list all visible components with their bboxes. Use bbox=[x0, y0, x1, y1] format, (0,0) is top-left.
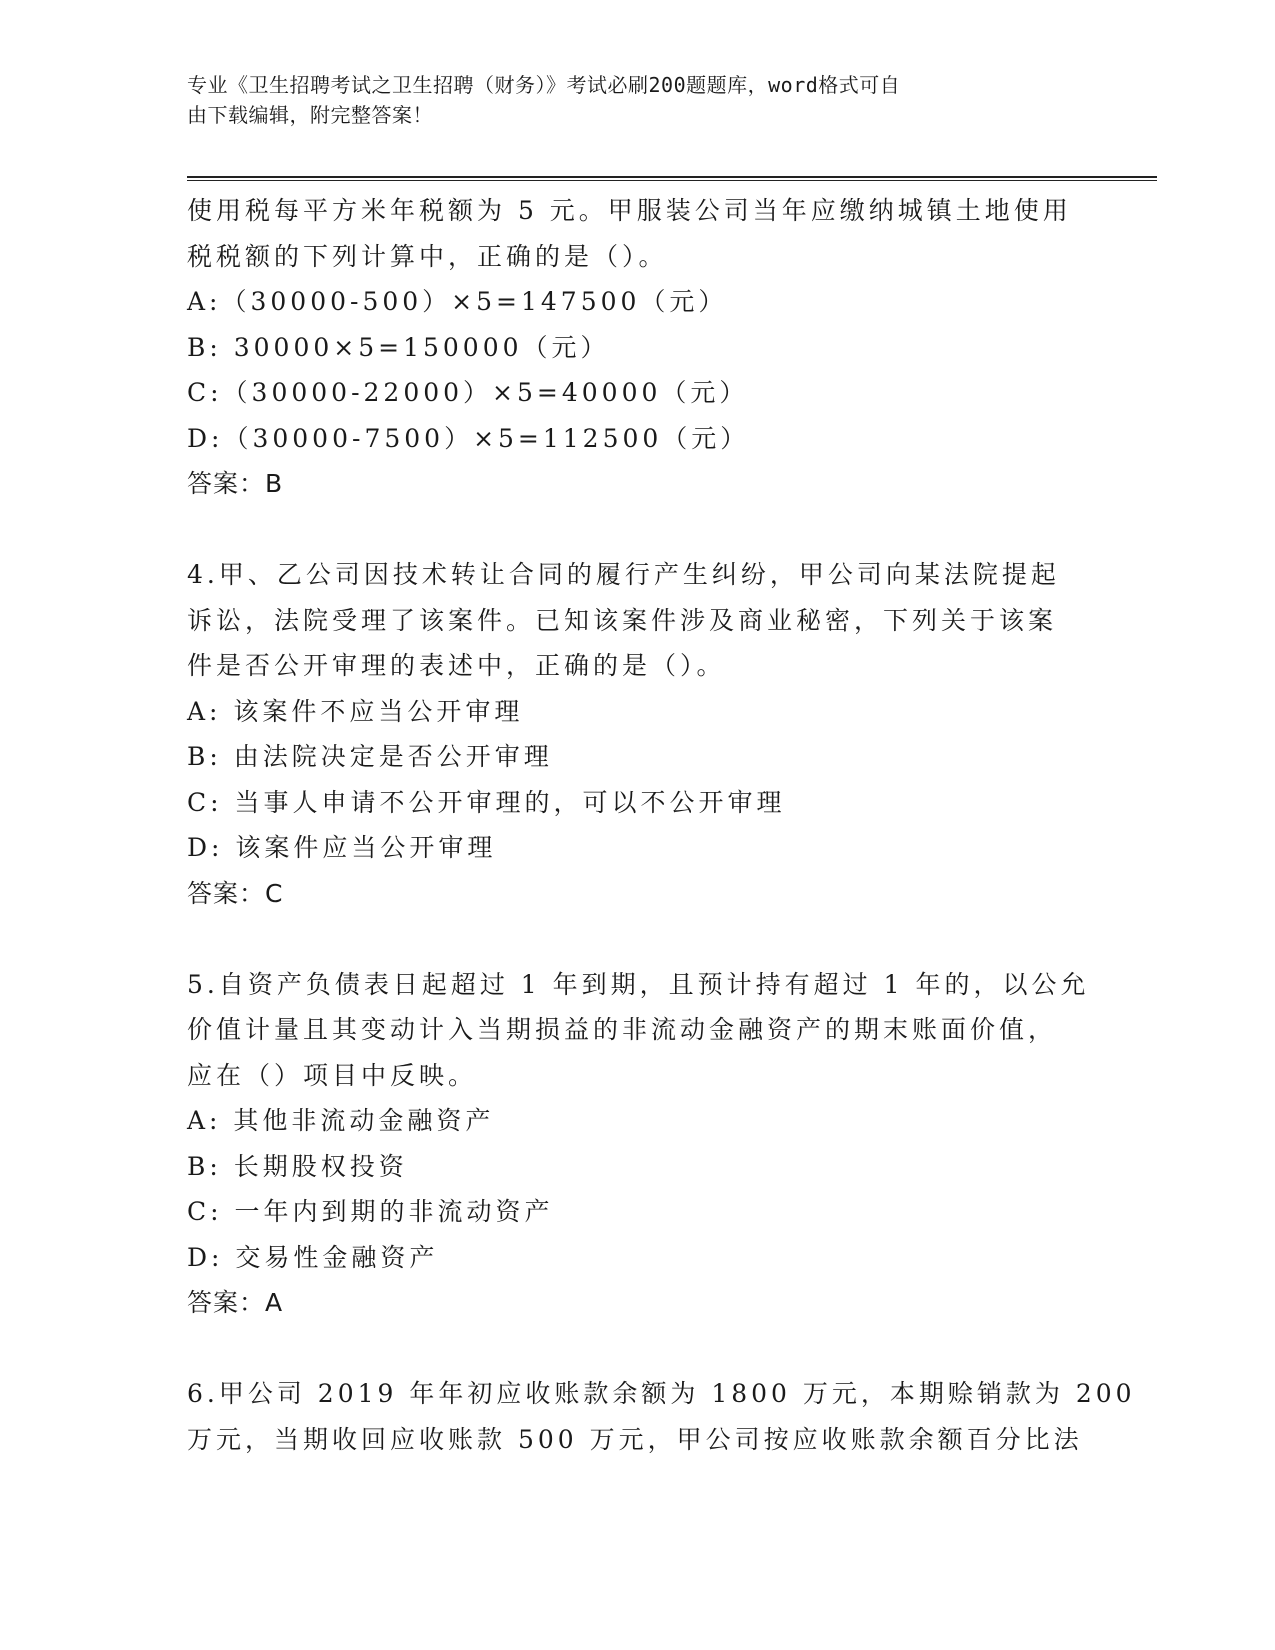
option-b: B: 长期股权投资 bbox=[187, 1151, 408, 1181]
option-c: C: 一年内到期的非流动资产 bbox=[187, 1197, 554, 1226]
option-c: C: 当事人申请不公开审理的，可以不公开审理 bbox=[187, 787, 786, 817]
question-4 bbox=[187, 552, 1067, 916]
question-stem: 使用税每平方米年税额为 5 元。甲服装公司当年应缴纳城镇土地使用 bbox=[187, 196, 1072, 225]
option-d: D: 该案件应当公开审理 bbox=[187, 833, 497, 862]
document-header bbox=[187, 70, 1087, 130]
question-stem: 4.甲、乙公司因技术转让合同的履行产生纠纷，甲公司向某法院提起 bbox=[187, 560, 1060, 589]
question-stem: 价值计量且其变动计入当期损益的非流动金融资产的期末账面价值， bbox=[187, 1015, 1058, 1044]
question-stem: 税税额的下列计算中，正确的是（）。 bbox=[187, 241, 668, 271]
question-3 bbox=[187, 188, 1072, 507]
answer: 答案：C bbox=[187, 878, 284, 908]
header-line-1: 专业《卫生招聘考试之卫生招聘（财务）》考试必刷200题题库，word格式可自 bbox=[187, 73, 901, 97]
header-divider bbox=[187, 176, 1157, 181]
option-d: D: 交易性金融资产 bbox=[187, 1242, 439, 1272]
answer: 答案：B bbox=[187, 469, 284, 498]
question-6 bbox=[187, 1371, 1136, 1462]
question-5 bbox=[187, 962, 1090, 1326]
question-stem: 万元，当期收回应收账款 500 万元，甲公司按应收账款余额百分比法 bbox=[187, 1424, 1083, 1454]
option-d: D:（30000-7500）×5=112500（元） bbox=[187, 423, 750, 453]
option-a: A:（30000-500）×5=147500（元） bbox=[187, 287, 728, 316]
question-list bbox=[187, 188, 1136, 1462]
question-stem: 件是否公开审理的表述中，正确的是（）。 bbox=[187, 651, 726, 680]
option-a: A: 该案件不应当公开审理 bbox=[187, 696, 524, 726]
question-stem: 应在（）项目中反映。 bbox=[187, 1060, 478, 1090]
option-a: A: 其他非流动金融资产 bbox=[187, 1106, 495, 1135]
header-line-2: 由下载编辑，附完整答案！ bbox=[187, 103, 433, 127]
option-b: B: 30000×5=150000（元） bbox=[187, 332, 610, 362]
option-b: B: 由法院决定是否公开审理 bbox=[187, 742, 553, 771]
option-c: C:（30000-22000）×5=40000（元） bbox=[187, 378, 749, 407]
question-stem: 诉讼，法院受理了该案件。已知该案件涉及商业秘密，下列关于该案 bbox=[187, 605, 1058, 635]
answer: 答案：A bbox=[187, 1288, 284, 1317]
question-stem: 6.甲公司 2019 年年初应收账款余额为 1800 万元，本期赊销款为 200 bbox=[187, 1379, 1136, 1408]
question-stem: 5.自资产负债表日起超过 1 年到期，且预计持有超过 1 年的，以公允 bbox=[187, 969, 1090, 999]
